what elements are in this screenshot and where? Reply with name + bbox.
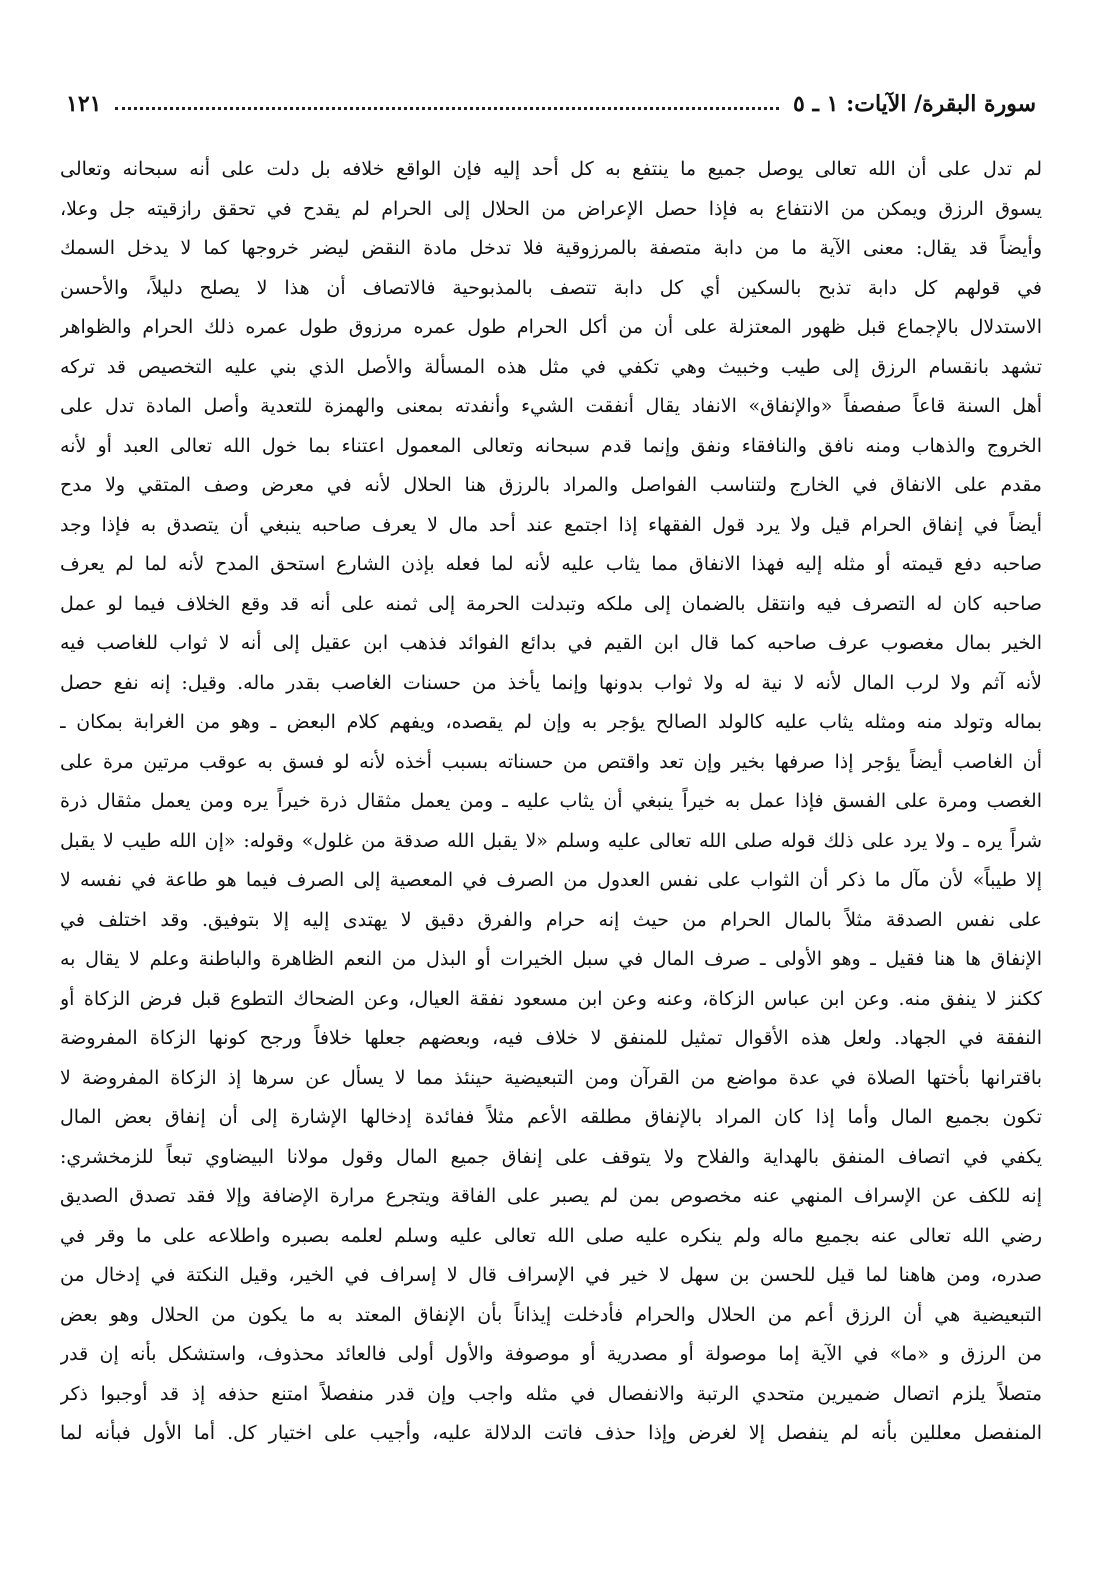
text-line: صدره، ومن هاهنا لما قيل للحسن بن سهل لا خير في الإسراف قال لا إسراف في الخير، وقيل النكتة في إدخال من bbox=[60, 1264, 1042, 1286]
header-dot-leader bbox=[115, 107, 779, 110]
text-line: أيضاً في إنفاق الحرام قيل ولا يرد قول الفقهاء إذا اجتمع عند أحد مال لا يعرف صاحبه ينبغي أن يتصدق به فإذا وجد bbox=[60, 513, 1042, 536]
page-number: ١٢١ bbox=[66, 91, 102, 117]
text-line: متصلاً يلزم اتصال ضميرين متحدي الرتبة والانفصال في مثله واجب وإن قدر منفصلاً امتنع حذفه إذ قد أوجبوا ذكر bbox=[60, 1382, 1042, 1405]
text-line: تشهد بانقسام الرزق إلى طيب وخبيث وهي تكفي في مثل هذه المسألة والأصل الذي بني عليه التخصيص قد تركه bbox=[60, 355, 1042, 378]
text-line: تكون بجميع المال وأما إذا كان المراد بالإنفاق مطلقه الأعم مثلاً ففائدة إدخالها الإشارة إلى أن إنفاق بعض المال bbox=[60, 1106, 1042, 1128]
text-line: ككنز لا ينفق منه. وعن ابن عباس الزكاة، وعنه وعن ابن مسعود نفقة العيال، وعن الضحاك التطوع قبل فرض الزكاة أو bbox=[60, 987, 1042, 1010]
text-line: الغصب ومرة على الفسق فإذا عمل به خيراً ينبغي أن يثاب عليه ـ ومن يعمل مثقال ذرة خيراً يره ومن يعمل مثقال ذرة bbox=[60, 790, 1042, 812]
text-line: الخير بمال مغصوب عرف صاحبه كما قال ابن القيم في بدائع الفوائد فذهب ابن عقيل إلى أنه لا ثواب للغاصب فيه bbox=[60, 632, 1042, 654]
text-line: أهل السنة قاعاً صفصفاً «والإنفاق» الانفاد يقال أنفقت الشيء وأنفدته بمعنى والهمزة للتعدية وأصل المادة تدل على bbox=[60, 395, 1042, 417]
text-line: أن الغاصب أيضاً يؤجر إذا صرفها بخير وإن تعد واقتص من حسناته بسبب أخذه لأنه لو فسق به عوقب مرتين مرة على bbox=[60, 750, 1042, 773]
text-line: بماله وتولد منه ومثله يثاب عليه كالولد الصالح يؤجر به وإن لم يقصده، ويفهم كلام البعض ـ وهو من الغرابة بمكان ـ bbox=[60, 711, 1042, 733]
text-line: لم تدل على أن الله تعالى يوصل جميع ما ينتفع به كل أحد إليه فإن الواقع خلافه بل دلت على أنه سبحانه وتعالى bbox=[60, 158, 1042, 180]
text-line: الإنفاق ها هنا فقيل ـ وهو الأولى ـ صرف المال في سبل الخيرات أو البذل من النعم الظاهرة والباطنة وعلم لا يقال به bbox=[60, 948, 1042, 970]
text-line: على نفس الصدقة مثلاً بالمال الحرام من حيث إنه حرام والفرق دقيق لا يهتدى إليه إلا بتوفيق. وقد اختلف في bbox=[60, 908, 1042, 931]
text-line: الخروج والذهاب ومنه نافق والنافقاء ونفق وإنما قدم سبحانه وتعالى المعمول اعتناء بما خول الله تعالى العبد أو لأنه bbox=[60, 434, 1042, 457]
text-line: يسوق الرزق ويمكن من الانتفاع به فإذا حصل الإعراض من الحلال إلى الحرام لم يقدح في تحقق رازقيته جل وعلا، bbox=[60, 197, 1042, 220]
text-line: إلا طيباً» لأن مآل ما ذكر أن الثواب على نفس العدول من الصرف في المعصية إلى الصرف فيما هو طاعة في نفسه لا bbox=[60, 869, 1042, 891]
text-line: باقترانها بأختها الصلاة في عدة مواضع من القرآن ومن التبعيضية حينئذ مما لا يسأل عن سرها إذ الزكاة المفروضة لا bbox=[60, 1066, 1042, 1089]
text-line: إنه للكف عن الإسراف المنهي عنه مخصوص بمن لم يصبر على الفاقة ويتجرع مرارة الإضافة وإلا فقد تصدق الصديق bbox=[60, 1185, 1042, 1207]
text-line: يكفي في اتصاف المنفق بالهداية والفلاح ولا يتوقف على إنفاق جميع المال وقول مولانا البيضاوي تبعاً للزمخشري: bbox=[60, 1145, 1042, 1168]
text-line: مقدم على الانفاق في الخارج ولتناسب الفواصل والمراد بالرزق هنا الحلال لأنه في معرض وصف المتقي ولا مدح bbox=[60, 474, 1042, 496]
text-line: في قولهم كل دابة تذبح بالسكين أي كل دابة تتصف بالمذبوحية فالاتصاف أن هذا لا يصلح دليلاً، والأحسن bbox=[60, 276, 1042, 299]
header-title: سورة البقرة/ الآيات: ١ ـ ٥ bbox=[793, 91, 1036, 117]
running-header bbox=[66, 84, 1036, 124]
text-line: من الرزق و «ما» في الآية إما موصولة أو مصدرية أو موصوفة والأول أولى فالعائد محذوف، واستشكل بأنه إن قدر bbox=[60, 1343, 1042, 1365]
text-line: وأيضاً قد يقال: معنى الآية ما من دابة متصفة بالمرزوقية فلا تدخل مادة النقض ليضر خروجها كما لا يدخل السمك bbox=[60, 237, 1042, 259]
text-line: النفقة في الجهاد. ولعل هذه الأقوال تمثيل للمنفق لا خلاف فيه، وبعضهم جعلها خلافاً ورجح كونها الزكاة المفروضة bbox=[60, 1027, 1042, 1049]
text-line: صاحبه كان له التصرف فيه وانتقل بالضمان إلى ملكه وتبدلت الحرمة إلى ثمنه على أنه قد وقع الخلاف فيما لو عمل bbox=[60, 592, 1042, 615]
body-text bbox=[60, 150, 1042, 1454]
text-line: رضي الله تعالى عنه بجميع ماله ولم ينكره عليه صلى الله تعالى عليه وسلم لعلمه بصبره واطلاعه على ما وقر في bbox=[60, 1224, 1042, 1247]
text-line: لأنه آثم ولا لرب المال لأنه لا نية له ولا ثواب بدونها وإنما يأخذ من حسنات الغاصب بقدر ماله. وقيل: إنه نفع حصل bbox=[60, 671, 1042, 694]
text-line: التبعيضية هي أن الرزق أعم من الحلال والحرام فأدخلت إيذاناً بأن الإنفاق المعتد به ما يكون من الحلال وهو بعض bbox=[60, 1303, 1042, 1326]
text-line: صاحبه دفع قيمته أو مثله إليه فهذا الانفاق مما يثاب عليه لأنه لما فعله بإذن الشارع استحق المدح لأنه لما لم يعرف bbox=[60, 553, 1042, 575]
text-line: شراً يره ـ ولا يرد على ذلك قوله صلى الله تعالى عليه وسلم «لا يقبل الله صدقة من غلول» وقوله: «إن الله طيب لا يقبل bbox=[60, 829, 1042, 852]
text-line: الاستدلال بالإجماع قبل ظهور المعتزلة على أن من أكل الحرام طول عمره مرزوق طول عمره ذلك الحرام والظواهر bbox=[60, 316, 1042, 338]
text-line: المنفصل معللين بأنه لم ينفصل إلا لغرض وإذا حذف فاتت الدلالة عليه، وأجيب على اختيار كل. أما الأول فبأنه لما bbox=[60, 1422, 1042, 1444]
